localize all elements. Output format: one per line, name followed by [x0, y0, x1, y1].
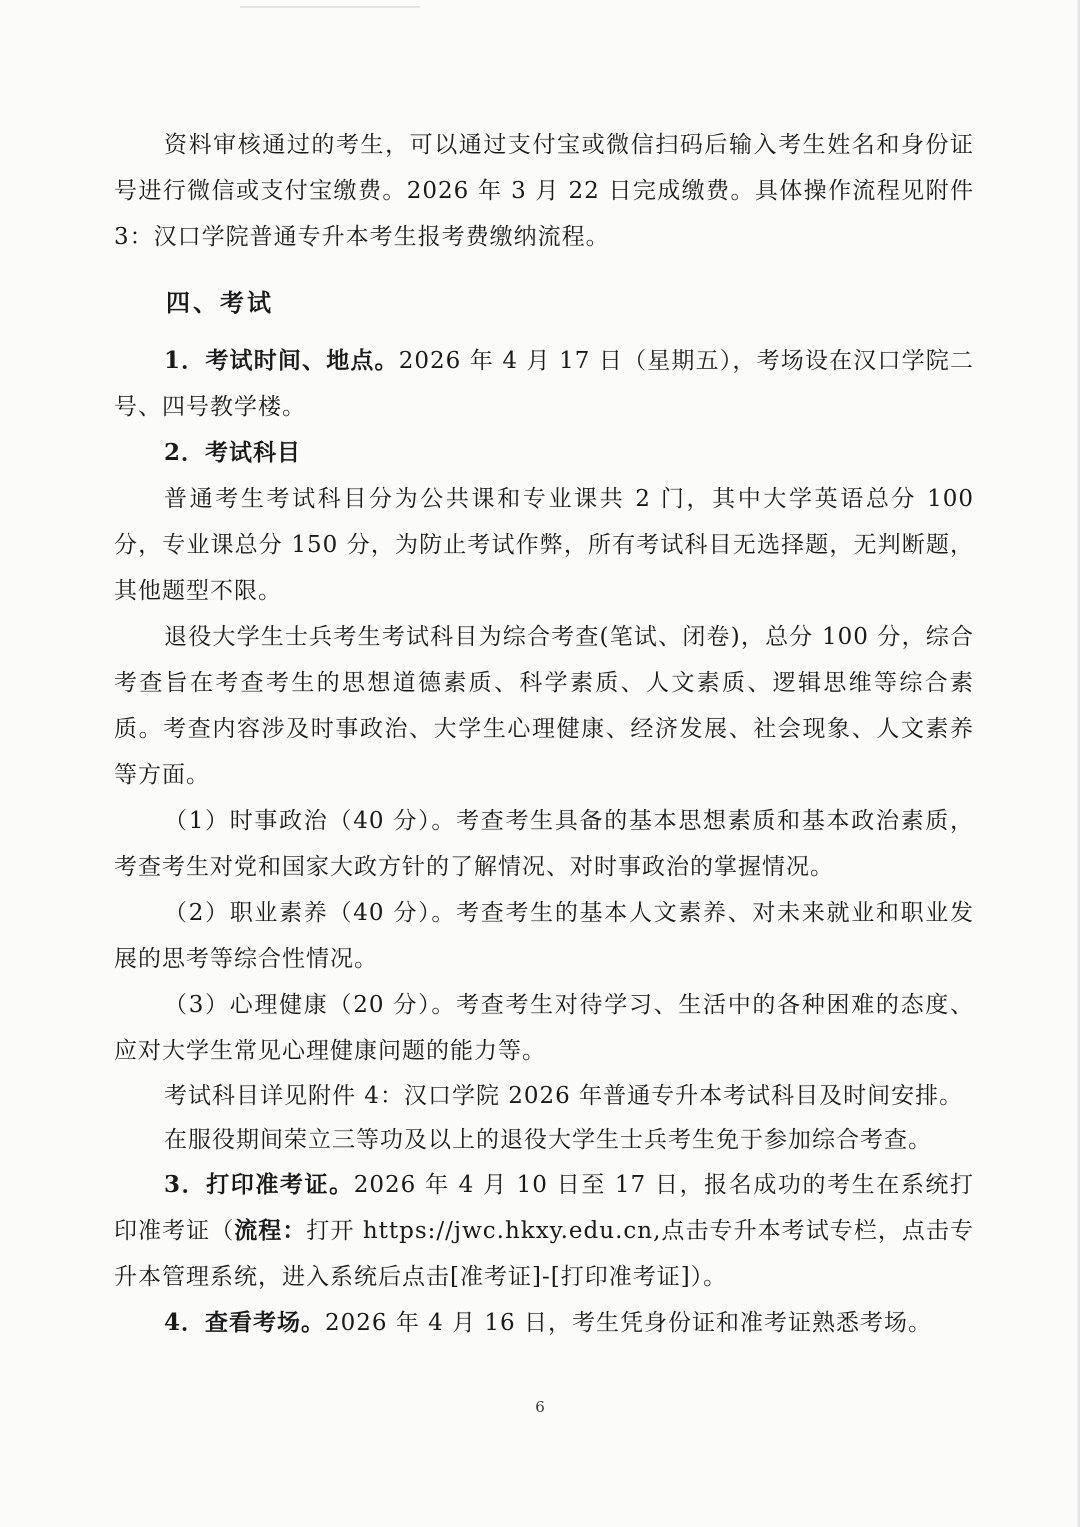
view-exam-room-text: 2026 年 4 月 16 日，考生凭身份证和准考证熟悉考场。 — [325, 1310, 933, 1336]
flow-label: 流程： — [234, 1217, 307, 1244]
sub-item-mental-health: （3）心理健康（20 分）。考查考生对待学习、生活中的各种困难的态度、应对大学生常见心理健康问题的能力等。 — [114, 992, 974, 1064]
exam-subjects-heading — [114, 430, 974, 476]
exam-time-location — [114, 338, 974, 430]
exam-subjects-general: 普通考生考试科目分为公共课和专业课共 2 门，其中大学英语总分 100 分，专业课总分 150 分，为防止考试作弊，所有考试科目无选择题，无判断题，其他题型不限。 — [114, 486, 974, 604]
exam-time-location-label: 1．考试时间、地点。 — [164, 347, 399, 374]
print-admission-text-b: 打开 https://jwc.hkxy.edu.cn,点击专升本考试专栏，点击专升本管理系统，进入系统后点击[准考证]-[打印准考证]）。 — [114, 1218, 975, 1290]
view-exam-room-label: 4．查看考场。 — [164, 1309, 326, 1336]
view-exam-room — [114, 1300, 974, 1346]
document-content — [114, 122, 974, 1346]
exam-subjects-veterans: 退役大学生士兵考生考试科目为综合考查(笔试、闭卷)，总分 100 分，综合考查旨在考查考生的思想道德素质、科学素质、人文素质、逻辑思维等综合素质。考查内容涉及时事政治、大学生心理健康、经济发展、社会现象、人文素养等方面。 — [114, 624, 974, 788]
scan-artifact-line — [240, 6, 420, 8]
exam-subjects-attachment: 考试科目详见附件 4：汉口学院 2026 年普通专升本考试科目及时间安排。 — [164, 1083, 964, 1109]
exam-exemption: 在服役期间荣立三等功及以上的退役大学生士兵考生免于参加综合考查。 — [164, 1127, 932, 1153]
exam-subjects-label: 2．考试科目 — [164, 439, 302, 466]
print-admission-label: 3．打印准考证。 — [164, 1171, 354, 1198]
print-admission-text-a: 2026 年 4 月 10 日至 17 日，报名成功的考生在系统打印准考证（ — [114, 1172, 974, 1244]
sub-item-politics: （1）时事政治（40 分）。考查考生具备的基本思想素质和基本政治素质，考查考生对党和国家大政方针的了解情况、对时事政治的掌握情况。 — [114, 808, 974, 880]
section-title-exam: 四、考试 — [166, 288, 274, 317]
print-admission-ticket — [114, 1162, 974, 1300]
page-number: 6 — [535, 1398, 545, 1416]
exam-time-location-text: 2026 年 4 月 17 日（星期五），考场设在汉口学院二号、四号教学楼。 — [114, 348, 974, 420]
sub-item-professional: （2）职业素养（40 分）。考查考生的基本人文素养、对未来就业和职业发展的思考等综合性情况。 — [114, 900, 974, 972]
payment-paragraph: 资料审核通过的考生，可以通过支付宝或微信扫码后输入考生姓名和身份证号进行微信或支付宝缴费。2026 年 3 月 22 日完成缴费。具体操作流程见附件 3：汉口学院普通专升本考生报考费缴纳流程。 — [114, 132, 974, 250]
